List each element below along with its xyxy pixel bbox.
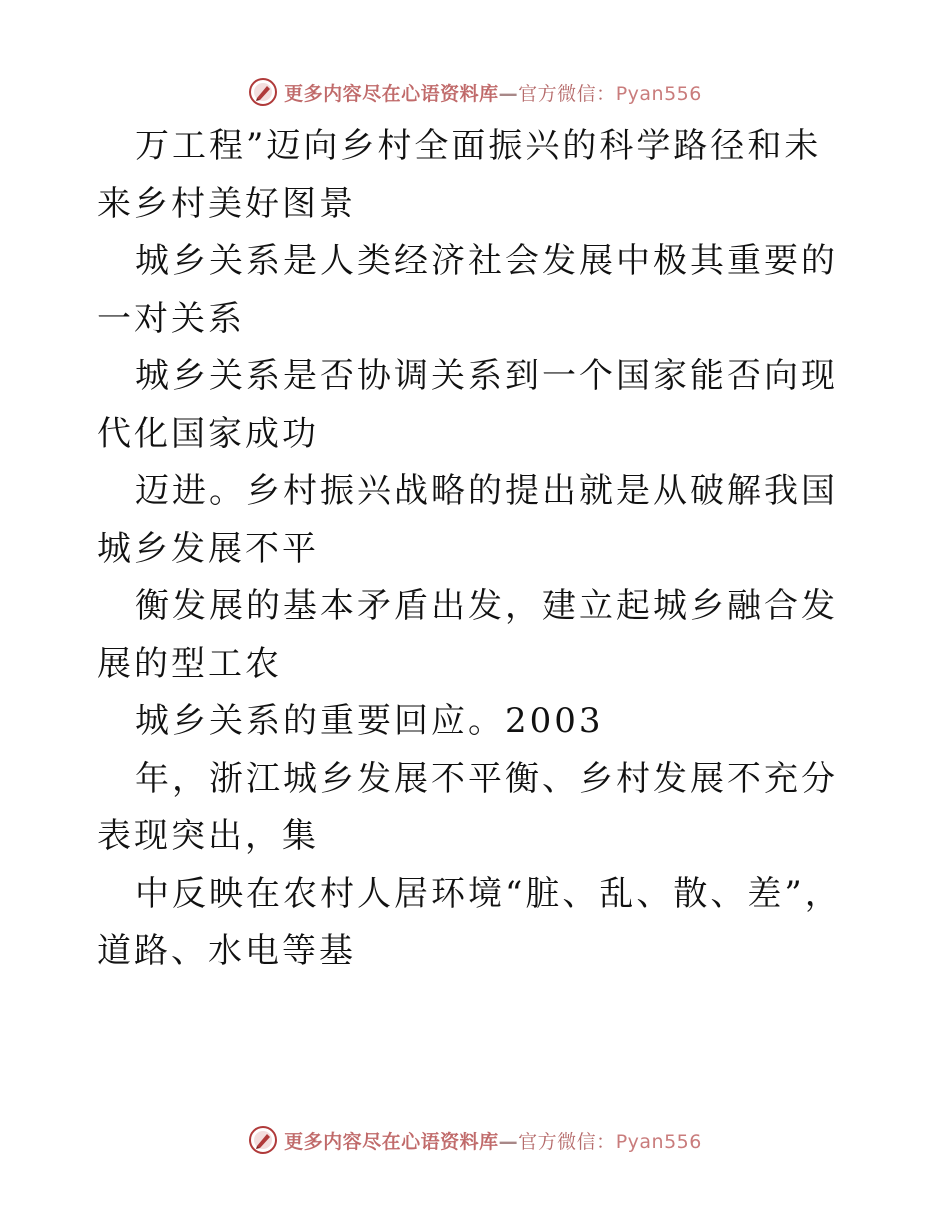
footer-banner [0, 1120, 950, 1160]
paragraph: 年，浙江城乡发展不平衡、乡村发展不充分表现突出，集 [97, 758, 838, 856]
banner-wechat-id: Pyan556 [615, 1130, 702, 1153]
banner-main-text: 更多内容尽在心语资料库 [284, 82, 499, 105]
pen-nib-logo-icon [248, 77, 278, 107]
banner-dash: — [498, 82, 519, 105]
banner-main-text: 更多内容尽在心语资料库 [284, 1130, 499, 1153]
banner-wechat-label: 官方微信： [518, 82, 616, 105]
banner-wechat-id: Pyan556 [615, 82, 702, 105]
paragraph: 中反映在农村人居环境“脏、乱、散、差”，道路、水电等基 [97, 873, 842, 971]
paragraph: 万工程”迈向乡村全面振兴的科学路径和未来乡村美好图景 [97, 126, 822, 224]
header-banner [0, 72, 950, 112]
document-body [97, 118, 857, 981]
pen-nib-logo-icon [248, 1125, 278, 1155]
paragraph: 迈进。乡村振兴战略的提出就是从破解我国城乡发展不平 [97, 471, 838, 569]
banner-text [284, 1127, 702, 1154]
banner-dash: — [498, 1130, 519, 1153]
paragraph: 城乡关系的重要回应。2003 [135, 701, 604, 741]
banner-text [284, 79, 702, 106]
paragraph: 城乡关系是人类经济社会发展中极其重要的一对关系 [97, 241, 838, 339]
banner-wechat-label: 官方微信： [518, 1130, 616, 1153]
paragraph: 城乡关系是否协调关系到一个国家能否向现代化国家成功 [97, 356, 838, 454]
paragraph: 衡发展的基本矛盾出发，建立起城乡融合发展的型工农 [97, 586, 838, 684]
